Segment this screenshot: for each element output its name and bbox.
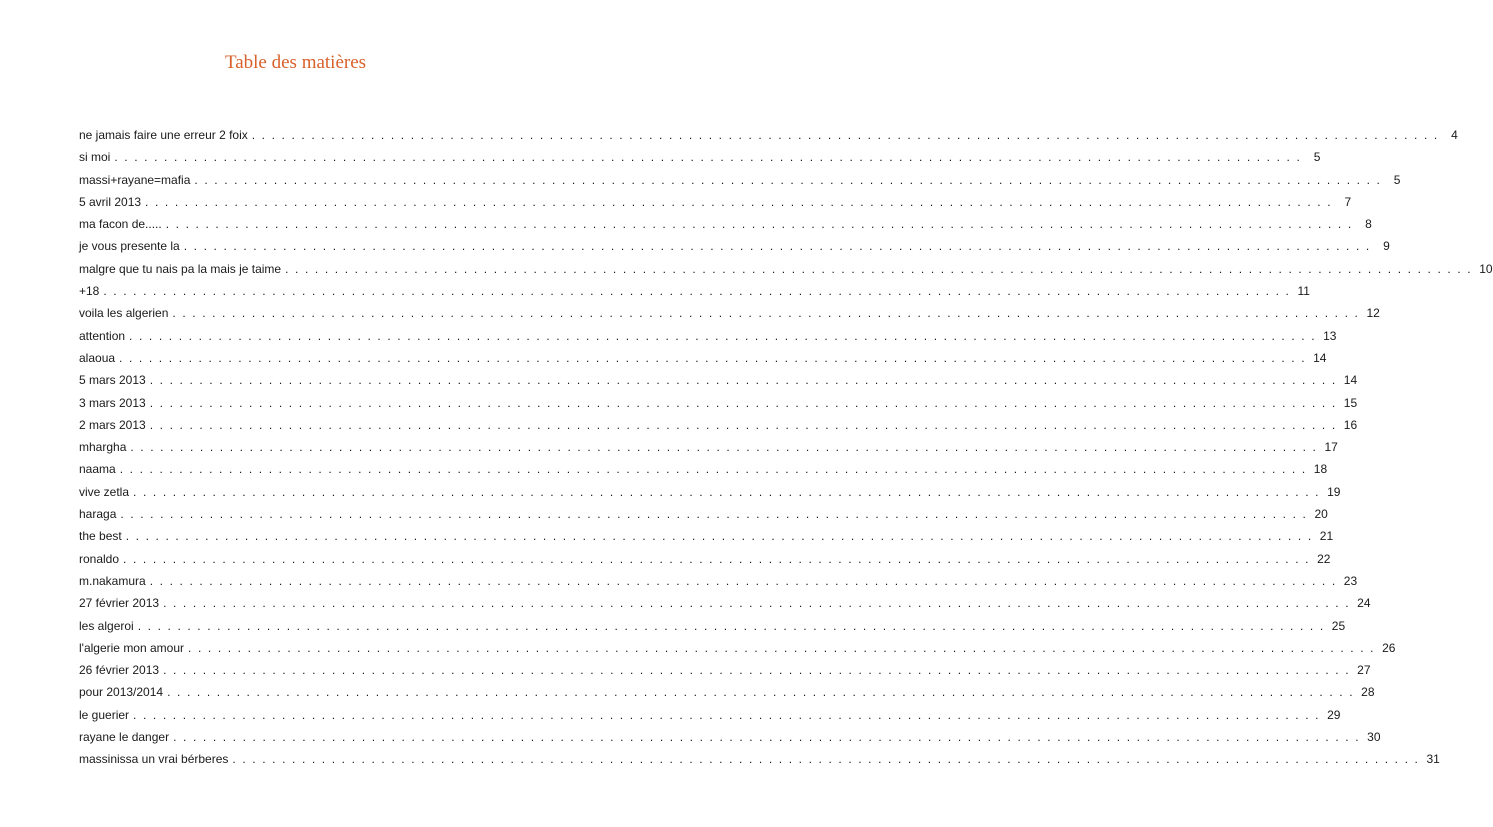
toc-entry[interactable] (79, 529, 1334, 551)
toc-entry[interactable] (79, 484, 1341, 507)
toc-entry[interactable] (79, 596, 1371, 618)
toc-entry[interactable] (79, 194, 1352, 217)
toc-entry-title: naama (79, 462, 116, 477)
toc-entry-title: massi+rayane=mafia (79, 172, 191, 187)
toc-entry[interactable] (79, 618, 1346, 641)
toc-entry[interactable] (79, 328, 1337, 351)
toc-entry[interactable] (79, 417, 1358, 440)
dot-leader: ........................................................................................................................ (173, 730, 1366, 745)
toc-entry-page-number: 19 (1327, 484, 1341, 499)
dot-leader: ........................................................................................................................ (149, 417, 1342, 432)
toc-entry[interactable] (79, 440, 1338, 462)
dot-leader: ........................................................................................................................ (130, 440, 1323, 455)
toc-entry-page-number: 24 (1357, 596, 1371, 611)
toc-entry-page-number: 28 (1361, 685, 1375, 700)
toc-entry-page-number: 13 (1323, 328, 1337, 343)
toc-entry-page-number: 31 (1426, 752, 1440, 767)
dot-leader: ........................................................................................................................ (120, 507, 1313, 522)
dot-leader: ........................................................................................................................ (167, 685, 1360, 700)
toc-entry-title: mhargha (79, 440, 127, 455)
toc-entry-title: malgre que tu nais pa la mais je taime (79, 261, 282, 276)
toc-entry-title: 5 avril 2013 (79, 194, 142, 209)
toc-entry[interactable] (79, 707, 1341, 730)
dot-leader: ........................................................................................................................ (123, 551, 1316, 566)
dot-leader: ........................................................................................................................ (119, 350, 1312, 365)
toc-entry-title: pour 2013/2014 (79, 685, 164, 700)
toc-entry-page-number: 26 (1382, 640, 1396, 655)
dot-leader: ........................................................................................................................ (129, 328, 1322, 343)
toc-entry-page-number: 27 (1357, 663, 1371, 678)
toc-entry-page-number: 7 (1344, 194, 1352, 209)
toc-entry-title: 3 mars 2013 (79, 395, 146, 410)
dot-leader: ........................................................................................................................ (125, 529, 1318, 544)
toc-entry[interactable] (79, 350, 1327, 373)
toc-entry-title: ne jamais faire une erreur 2 foix (79, 128, 248, 142)
dot-leader: ........................................................................................................................ (251, 128, 1444, 142)
dot-leader: ........................................................................................................................ (149, 395, 1342, 410)
toc-entry-page-number: 25 (1331, 618, 1346, 633)
toc-entry[interactable] (79, 573, 1358, 596)
toc-entry-title: 5 mars 2013 (79, 373, 146, 388)
toc-entry[interactable] (79, 373, 1358, 395)
toc-entry-page-number: 5 (1313, 150, 1321, 165)
toc-entry-page-number: 23 (1343, 573, 1358, 588)
toc-entry[interactable] (79, 284, 1310, 306)
toc-entry-title: les algeroi (79, 618, 134, 633)
toc-entry[interactable] (79, 150, 1321, 172)
toc-entry-page-number: 30 (1367, 730, 1381, 745)
dot-leader: ........................................................................................................................ (114, 150, 1307, 165)
dot-leader: ........................................................................................................................ (183, 239, 1376, 254)
dot-leader: ........................................................................................................................ (149, 373, 1342, 388)
toc-entry[interactable] (79, 217, 1372, 239)
toc-entry[interactable] (79, 752, 1440, 774)
toc-entry-title: ronaldo (79, 551, 120, 566)
toc-entry-title: attention (79, 328, 126, 343)
dot-leader: ........................................................................................................................ (285, 261, 1478, 276)
toc-entry-page-number: 11 (1297, 284, 1310, 299)
toc-entry-page-number: 22 (1317, 551, 1331, 566)
toc-entry-title: si moi (79, 150, 111, 165)
toc-entry-title: +18 (79, 284, 100, 299)
dot-leader: ........................................................................................................................ (165, 217, 1358, 232)
toc-entry-page-number: 4 (1451, 128, 1458, 142)
toc-entry[interactable] (79, 395, 1358, 418)
toc-entry-page-number: 9 (1383, 239, 1390, 254)
toc-entry-page-number: 5 (1393, 172, 1401, 187)
dot-leader: ........................................................................................................................ (163, 663, 1356, 678)
dot-leader: ........................................................................................................................ (133, 707, 1326, 722)
dot-leader: ........................................................................................................................ (119, 462, 1312, 477)
toc-entry-title: ma facon de..... (79, 217, 162, 232)
toc-entry-title: 27 février 2013 (79, 596, 160, 611)
dot-leader: ........................................................................................................................ (172, 306, 1365, 321)
toc-entry-title: je vous presente la (79, 239, 180, 254)
toc-entry-title: haraga (79, 507, 117, 522)
toc-entry-title: voila les algerien (79, 306, 169, 321)
toc-entry-title: alaoua (79, 350, 116, 365)
toc-entry-page-number: 16 (1343, 417, 1358, 432)
dot-leader: ........................................................................................................................ (188, 640, 1381, 655)
toc-entry-title: 2 mars 2013 (79, 417, 146, 432)
toc-entry[interactable] (79, 730, 1381, 752)
toc-entry-page-number: 18 (1313, 462, 1328, 477)
toc-entry-title: m.nakamura (79, 573, 146, 588)
toc-entry-page-number: 14 (1313, 350, 1327, 365)
toc-entry[interactable] (79, 685, 1375, 707)
toc-entry[interactable] (79, 261, 1493, 284)
toc-entry-title: le guerier (79, 707, 130, 722)
toc-entry-page-number: 10 (1479, 261, 1493, 276)
toc-entry[interactable] (79, 239, 1390, 261)
dot-leader: ........................................................................................................................ (137, 618, 1330, 633)
toc-entry-page-number: 12 (1366, 306, 1380, 321)
dot-leader: ........................................................................................................................ (232, 752, 1425, 767)
toc-entry[interactable] (79, 640, 1396, 663)
toc-entry-page-number: 14 (1343, 373, 1358, 388)
toc-entry-title: rayane le danger (79, 730, 170, 745)
toc-entry-page-number: 29 (1327, 707, 1341, 722)
toc-entry[interactable] (79, 462, 1328, 484)
dot-leader: ........................................................................................................................ (145, 194, 1338, 209)
dot-leader: ........................................................................................................................ (149, 573, 1342, 588)
toc-entry[interactable] (79, 128, 1458, 150)
toc-entry-page-number: 21 (1319, 529, 1334, 544)
dot-leader: ........................................................................................................................ (163, 596, 1356, 611)
toc-entry[interactable] (79, 507, 1328, 529)
toc-entry-title: massinissa un vrai bérberes (79, 752, 229, 767)
toc-entry[interactable] (79, 551, 1331, 574)
toc-list (79, 128, 1493, 775)
toc-title: Table des matières (224, 52, 367, 73)
toc-entry-title: vive zetla (79, 484, 130, 499)
toc-entry-page-number: 17 (1324, 440, 1338, 455)
dot-leader: ........................................................................................................................ (133, 484, 1326, 499)
dot-leader: ........................................................................................................................ (103, 284, 1296, 299)
dot-leader: ........................................................................................................................ (194, 172, 1387, 187)
toc-entry-page-number: 8 (1365, 217, 1372, 232)
toc-entry[interactable] (79, 172, 1401, 195)
toc-entry-page-number: 20 (1314, 507, 1328, 522)
toc-entry-title: 26 février 2013 (79, 663, 160, 678)
toc-entry-title: l'algerie mon amour (79, 640, 185, 655)
toc-entry[interactable] (79, 663, 1371, 685)
toc-entry-page-number: 15 (1343, 395, 1358, 410)
toc-entry[interactable] (79, 306, 1380, 328)
toc-entry-title: the best (79, 529, 122, 544)
